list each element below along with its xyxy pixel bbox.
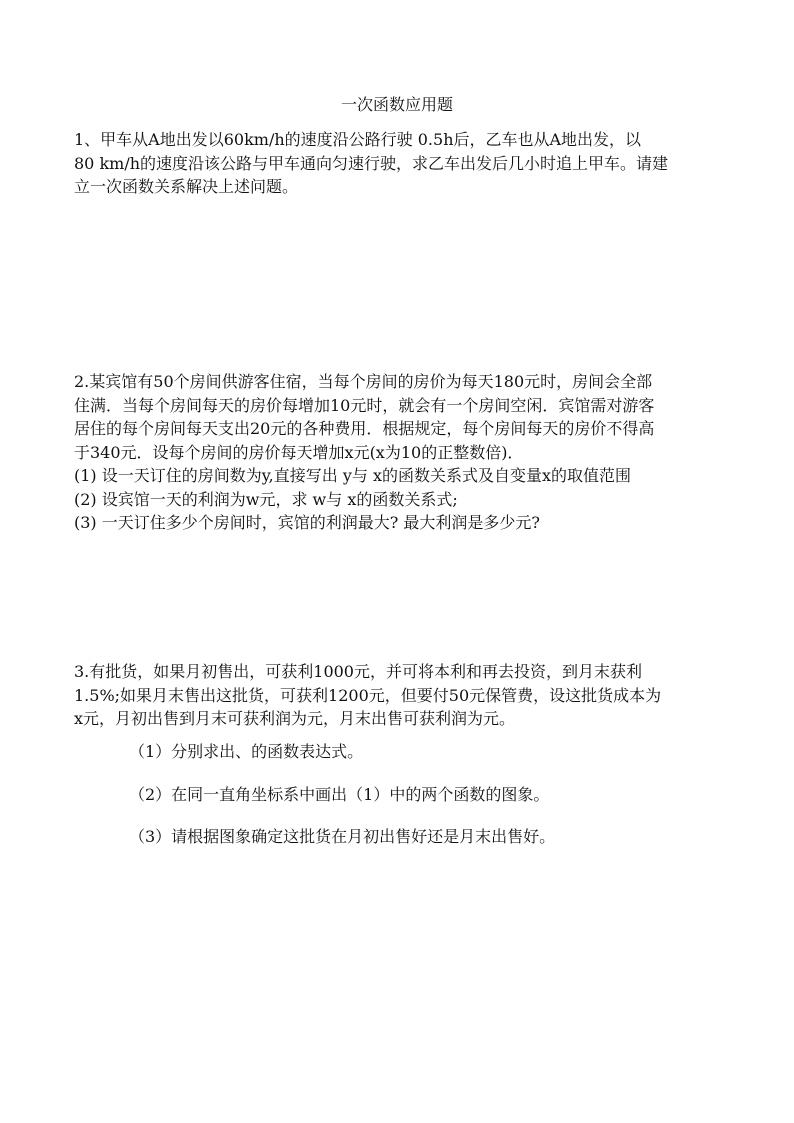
- problem-3-question-2: （2）在同一直角坐标系中画出（1）中的两个函数的图象。: [129, 785, 550, 804]
- problem-3-question-3: （3）请根据图象确定这批货在月初出售好还是月末出售好。: [129, 827, 556, 846]
- problem-1-line-2: 80 km/h的速度沿该公路与甲车通向匀速行驶，求乙车出发后几小时追上甲车。请建: [74, 153, 669, 173]
- problem-2-question-2: (2) 设宾馆一天的利润为w元，求 w与 x的函数关系式;: [74, 489, 458, 509]
- problem-2-line-2: 住满．当每个房间每天的房价每增加10元时，就会有一个房间空闲．宾馆需对游客: [74, 395, 655, 415]
- problem-1-line-3: 立一次函数关系解决上述问题。: [74, 177, 299, 196]
- problem-3-question-1: （1）分别求出、的函数表达式。: [129, 742, 364, 761]
- problem-1: [74, 128, 764, 199]
- problem-3-line-2: 1.5%;如果月末售出这批货，可获利1200元，但要付50元保管费，设这批货成本为: [74, 685, 662, 705]
- problem-1-line-1: 1、甲车从A地出发以60km/h的速度沿公路行驶 0.5h后，乙车也从A地出发，以: [74, 130, 642, 149]
- problem-3: [74, 660, 764, 731]
- problem-2: [74, 370, 764, 535]
- problem-2-question-1: (1) 设一天订住的房间数为y,直接写出 y与 x的函数关系式及自变量x的取值范围: [74, 466, 632, 485]
- problem-2-line-3: 居住的每个房间每天支出20元的各种费用．根据规定，每个房间每天的房价不得高: [74, 419, 655, 438]
- problem-2-line-4: 于340元．设每个房间的房价每天增加x元(x为10的正整数倍)．: [74, 442, 524, 462]
- problem-3-line-1: 3.有批货，如果月初售出，可获利1000元，并可将本利和再去投资，到月末获利: [74, 662, 642, 681]
- problem-2-line-1: 2.某宾馆有50个房间供游客住宿，当每个房间的房价为每天180元时，房间会全部: [74, 372, 653, 391]
- problem-3-line-3: x元，月初出售到月末可获利润为元，月末出售可获利润为元。: [74, 709, 516, 728]
- page-title: 一次函数应用题: [340, 95, 453, 114]
- problem-2-question-3: (3) 一天订住多少个房间时，宾馆的利润最大? 最大利润是多少元?: [74, 513, 540, 532]
